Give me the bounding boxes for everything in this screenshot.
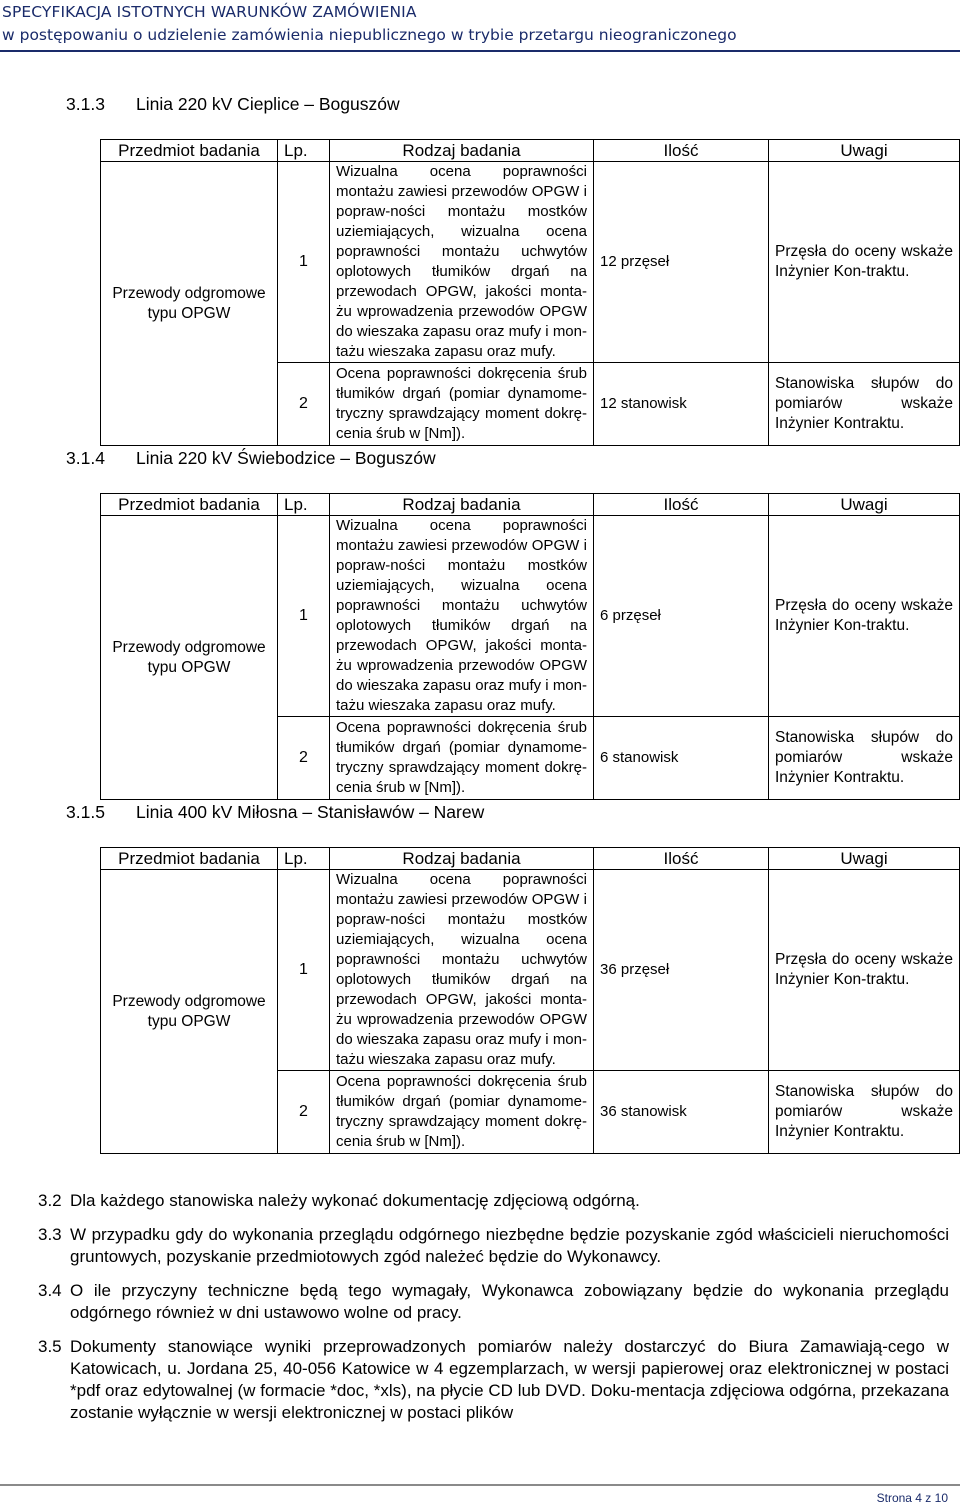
table-row: [101, 162, 960, 363]
header-divider: [0, 50, 960, 52]
description-cell: Wizualna ocena poprawności montażu zawiesi przewodów OPGW i popraw-ności montażu mostków uziemiających, wizualna ocena poprawności montażu uchwytów oplotowych tłumików drgań na przewodach OPGW, jakości monta-żu wprowadzenia przewodów OPGW do wieszaka zapasu oraz mufy i mon-tażu wieszaka zapasu oraz mufy.: [330, 162, 594, 363]
col-lp-header: Lp.: [278, 140, 330, 162]
lp-cell: 1: [278, 870, 330, 1071]
document-header: [0, 0, 960, 52]
col-notes-header: Uwagi: [769, 494, 960, 516]
description-cell: Wizualna ocena poprawności montażu zawiesi przewodów OPGW i popraw-ności montażu mostków uziemiających, wizualna ocena poprawności montażu uchwytów oplotowych tłumików drgań na przewodach OPGW, jakości monta-żu wprowadzenia przewodów OPGW do wieszaka zapasu oraz mufy i mon-tażu wieszaka zapasu oraz mufy.: [330, 870, 594, 1071]
paragraph-text: Dla każdego stanowiska należy wykonać dokumentację zdjęciową odgórną.: [70, 1191, 640, 1210]
table-row: [101, 870, 960, 1071]
section-number: 3.1.5: [66, 802, 105, 822]
inspection-table-314: [100, 493, 960, 800]
paragraph-number: 3.2: [38, 1191, 62, 1210]
col-type-header: Rodzaj badania: [330, 140, 594, 162]
section-title-314: [66, 448, 436, 469]
col-notes-header: Uwagi: [769, 140, 960, 162]
description-cell: Ocena poprawności dokręcenia śrub tłumików drgań (pomiar dynamome-tryczny sprawdzający moment dokrę-cenia śrub w [Nm]).: [330, 717, 594, 800]
description-cell: Wizualna ocena poprawności montażu zawiesi przewodów OPGW i popraw-ności montażu mostków uziemiających, wizualna ocena poprawności montażu uchwytów oplotowych tłumików drgań na przewodach OPGW, jakości monta-żu wprowadzenia przewodów OPGW do wieszaka zapasu oraz mufy i mon-tażu wieszaka zapasu oraz mufy.: [330, 516, 594, 717]
notes-cell: Przęsła do oceny wskaże Inżynier Kon-traktu.: [769, 516, 960, 717]
quantity-cell: 36 przęseł: [594, 870, 769, 1071]
paragraph-text: W przypadku gdy do wykonania przeglądu odgórnego niezbędne będzie pozyskanie zgód właścicieli nieruchomości gruntowych, pozyskanie przedmiotowych zgód należeć będzie do Wykonawcy.: [70, 1225, 949, 1266]
paragraph-3-2: [38, 1190, 949, 1212]
quantity-cell: 12 stanowisk: [594, 363, 769, 446]
section-number: 3.1.3: [66, 94, 105, 114]
inspection-table-315: [100, 847, 960, 1154]
paragraph-text: O ile przyczyny techniczne będą tego wymagały, Wykonawca zobowiązany będzie do wykonania przeglądu odgórnego również w dni ustawowo wolne od pracy.: [70, 1281, 949, 1322]
notes-cell: Stanowiska słupów do pomiarów wskaże Inżynier Kontraktu.: [769, 1071, 960, 1154]
lp-cell: 2: [278, 717, 330, 800]
col-lp-header: Lp.: [278, 848, 330, 870]
notes-cell: Stanowiska słupów do pomiarów wskaże Inżynier Kontraktu.: [769, 717, 960, 800]
lp-cell: 1: [278, 516, 330, 717]
table-header-row: [101, 140, 960, 162]
section-heading: Linia 400 kV Miłosna – Stanisławów – Narew: [136, 802, 485, 822]
section-heading: Linia 220 kV Cieplice – Boguszów: [136, 94, 400, 114]
paragraph-text: Dokumenty stanowiące wyniki przeprowadzonych pomiarów należy dostarczyć do Biura Zamawiają-cego w Katowicach, u. Jordana 25, 40-056 Katowice w 4 egzemplarzach, w wersji papierowej oraz elektronicznej w postaci *pdf oraz edytowalnej (w formacie *doc, *xls), na płycie CD lub DVD. Doku-mentacja zdjęciowa odgórna, przekazana zostanie wyłącznie w wersji elektronicznej w postaci plików: [70, 1337, 949, 1422]
col-subject-header: Przedmiot badania: [101, 848, 278, 870]
quantity-cell: 36 stanowisk: [594, 1071, 769, 1154]
subject-cell: Przewody odgromowe typu OPGW: [101, 516, 278, 800]
col-subject-header: Przedmiot badania: [101, 494, 278, 516]
table-row: [101, 516, 960, 717]
lp-cell: 2: [278, 363, 330, 446]
col-qty-header: Ilość: [594, 494, 769, 516]
col-lp-header: Lp.: [278, 494, 330, 516]
paragraph-3-4: [38, 1280, 949, 1324]
header-subtitle: w postępowaniu o udzielenie zamówienia niepublicznego w trybie przetargu nieograniczonego: [2, 26, 737, 44]
quantity-cell: 6 przęseł: [594, 516, 769, 717]
description-cell: Ocena poprawności dokręcenia śrub tłumików drgań (pomiar dynamome-tryczny sprawdzający moment dokrę-cenia śrub w [Nm]).: [330, 1071, 594, 1154]
col-qty-header: Ilość: [594, 848, 769, 870]
col-type-header: Rodzaj badania: [330, 494, 594, 516]
page-number: Strona 4 z 10: [876, 1491, 948, 1505]
subject-cell: Przewody odgromowe typu OPGW: [101, 162, 278, 446]
section-title-315: [66, 802, 484, 823]
quantity-cell: 6 stanowisk: [594, 717, 769, 800]
footer-divider: [0, 1484, 960, 1486]
description-cell: Ocena poprawności dokręcenia śrub tłumików drgań (pomiar dynamome-tryczny sprawdzający moment dokrę-cenia śrub w [Nm]).: [330, 363, 594, 446]
paragraph-3-5: [38, 1336, 949, 1424]
paragraph-3-3: [38, 1224, 949, 1268]
col-notes-header: Uwagi: [769, 848, 960, 870]
subject-cell: Przewody odgromowe typu OPGW: [101, 870, 278, 1154]
paragraph-number: 3.3: [38, 1225, 62, 1244]
section-title-313: [66, 94, 400, 115]
quantity-cell: 12 przęseł: [594, 162, 769, 363]
header-title: SPECYFIKACJA ISTOTNYCH WARUNKÓW ZAMÓWIENIA: [2, 3, 417, 21]
lp-cell: 2: [278, 1071, 330, 1154]
section-heading: Linia 220 kV Świebodzice – Boguszów: [136, 448, 436, 468]
section-number: 3.1.4: [66, 448, 105, 468]
col-type-header: Rodzaj badania: [330, 848, 594, 870]
notes-cell: Przęsła do oceny wskaże Inżynier Kon-traktu.: [769, 162, 960, 363]
lp-cell: 1: [278, 162, 330, 363]
inspection-table-313: [100, 139, 960, 446]
table-header-row: [101, 848, 960, 870]
paragraph-number: 3.5: [38, 1337, 62, 1356]
notes-cell: Przęsła do oceny wskaże Inżynier Kon-traktu.: [769, 870, 960, 1071]
col-qty-header: Ilość: [594, 140, 769, 162]
col-subject-header: Przedmiot badania: [101, 140, 278, 162]
notes-cell: Stanowiska słupów do pomiarów wskaże Inżynier Kontraktu.: [769, 363, 960, 446]
paragraph-number: 3.4: [38, 1281, 62, 1300]
table-header-row: [101, 494, 960, 516]
